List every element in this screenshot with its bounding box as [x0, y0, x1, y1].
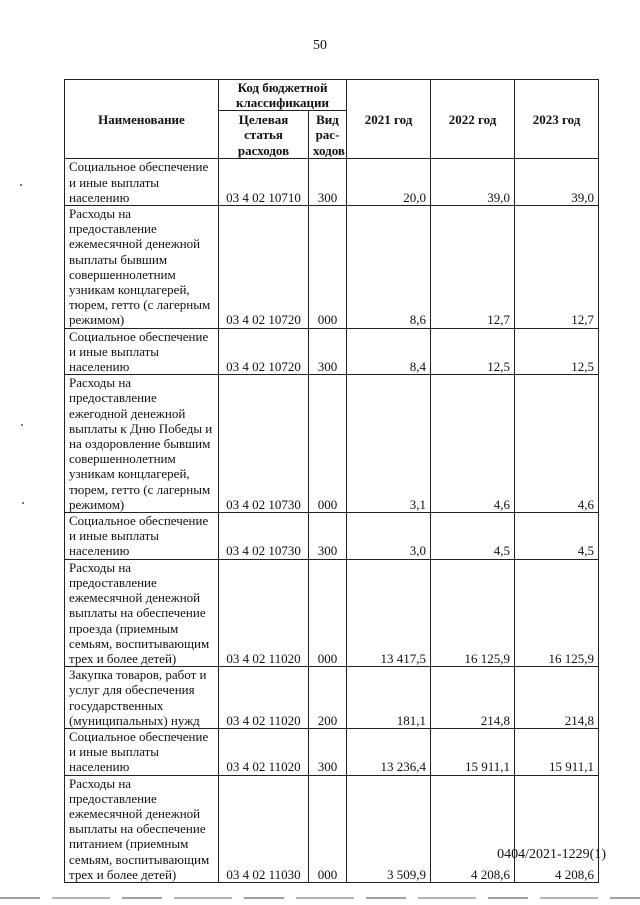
- row-expense-kind: 000: [309, 775, 347, 882]
- scan-speck: [20, 184, 22, 186]
- row-value-2022: 16 125,9: [431, 559, 515, 666]
- row-expense-kind: 300: [309, 159, 347, 206]
- row-value-2021: 3,0: [347, 513, 431, 560]
- row-value-2023: 39,0: [515, 159, 599, 206]
- header-2022: 2022 год: [431, 80, 515, 159]
- row-value-2022: 4 208,6: [431, 775, 515, 882]
- row-value-2023: 214,8: [515, 667, 599, 729]
- row-value-2021: 181,1: [347, 667, 431, 729]
- row-expense-kind: 300: [309, 328, 347, 375]
- row-value-2023: 4,5: [515, 513, 599, 560]
- header-2021: 2021 год: [347, 80, 431, 159]
- row-name: Социальное обеспечение и иные выплаты населению: [65, 328, 219, 375]
- row-value-2022: 214,8: [431, 667, 515, 729]
- header-name: Наименование: [65, 80, 219, 159]
- row-value-2021: 13 417,5: [347, 559, 431, 666]
- table-row: [65, 159, 599, 206]
- table-row: [65, 206, 599, 329]
- row-target-code: 03 4 02 10720: [219, 328, 309, 375]
- row-expense-kind: 000: [309, 559, 347, 666]
- row-expense-kind: 300: [309, 728, 347, 775]
- table-row: [65, 328, 599, 375]
- row-name: Расходы на предоставление ежегодной денежной выплаты к Дню Победы и на оздоровление бывшим совершеннолетним узникам концлагерей, тюрем, гетто (с лагерным режимом): [65, 375, 219, 513]
- row-name: Расходы на предоставление ежемесячной денежной выплаты на обеспечение питанием (приемным семьям, воспитывающим трех и более детей): [65, 775, 219, 882]
- page-number: 50: [313, 38, 327, 53]
- row-target-code: 03 4 02 10730: [219, 513, 309, 560]
- header-target-article: Целевая статья расходов: [219, 111, 309, 159]
- row-value-2021: 3,1: [347, 375, 431, 513]
- row-value-2023: 4,6: [515, 375, 599, 513]
- table-row: [65, 667, 599, 729]
- scan-speck: [21, 424, 23, 426]
- row-expense-kind: 300: [309, 513, 347, 560]
- row-value-2021: 8,4: [347, 328, 431, 375]
- row-value-2022: 39,0: [431, 159, 515, 206]
- row-name: Социальное обеспечение и иные выплаты населению: [65, 513, 219, 560]
- scan-artifact-line: [0, 897, 640, 899]
- row-target-code: 03 4 02 11020: [219, 728, 309, 775]
- table-row: [65, 559, 599, 666]
- row-target-code: 03 4 02 10730: [219, 375, 309, 513]
- row-value-2022: 15 911,1: [431, 728, 515, 775]
- header-code-group: Код бюджетной классификации: [219, 80, 347, 111]
- row-value-2021: 13 236,4: [347, 728, 431, 775]
- row-value-2023: 16 125,9: [515, 559, 599, 666]
- header-2023: 2023 год: [515, 80, 599, 159]
- row-target-code: 03 4 02 10720: [219, 206, 309, 329]
- row-value-2023: 12,7: [515, 206, 599, 329]
- row-value-2023: 4 208,6: [515, 775, 599, 882]
- scan-speck: [22, 502, 24, 504]
- table-row: [65, 775, 599, 882]
- row-target-code: 03 4 02 11020: [219, 667, 309, 729]
- row-value-2022: 12,7: [431, 206, 515, 329]
- row-value-2022: 4,5: [431, 513, 515, 560]
- row-target-code: 03 4 02 10710: [219, 159, 309, 206]
- table-row: [65, 375, 599, 513]
- row-name: Расходы на предоставление ежемесячной денежной выплаты бывшим совершеннолетним узникам концлагерей, тюрем, гетто (с лагерным режимом): [65, 206, 219, 329]
- row-name: Социальное обеспечение и иные выплаты населению: [65, 159, 219, 206]
- row-value-2023: 15 911,1: [515, 728, 599, 775]
- row-value-2023: 12,5: [515, 328, 599, 375]
- row-value-2022: 4,6: [431, 375, 515, 513]
- row-target-code: 03 4 02 11030: [219, 775, 309, 882]
- row-target-code: 03 4 02 11020: [219, 559, 309, 666]
- row-value-2022: 12,5: [431, 328, 515, 375]
- row-value-2021: 3 509,9: [347, 775, 431, 882]
- table-row: [65, 728, 599, 775]
- document-code: 0404/2021-1229(1): [497, 847, 606, 862]
- row-expense-kind: 200: [309, 667, 347, 729]
- row-name: Социальное обеспечение и иные выплаты населению: [65, 728, 219, 775]
- budget-table: [64, 79, 599, 883]
- header-expense-kind: Вид рас-ходов: [309, 111, 347, 159]
- row-expense-kind: 000: [309, 375, 347, 513]
- row-value-2021: 8,6: [347, 206, 431, 329]
- row-expense-kind: 000: [309, 206, 347, 329]
- row-name: Расходы на предоставление ежемесячной денежной выплаты на обеспечение проезда (приемным семьям, воспитывающим трех и более детей): [65, 559, 219, 666]
- table-row: [65, 513, 599, 560]
- row-name: Закупка товаров, работ и услуг для обеспечения государственных (муниципальных) нужд: [65, 667, 219, 729]
- row-value-2021: 20,0: [347, 159, 431, 206]
